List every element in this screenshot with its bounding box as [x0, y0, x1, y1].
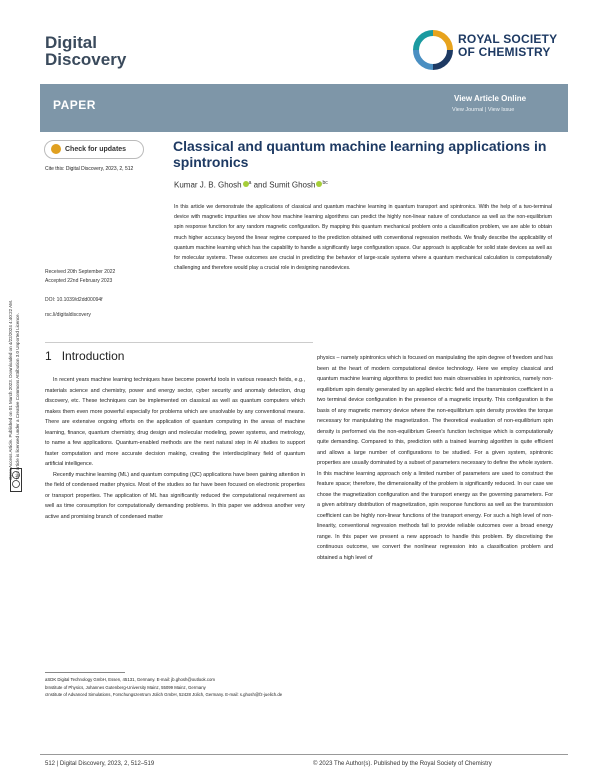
publisher-name: [458, 33, 557, 59]
citation: Cite this: Digital Discovery, 2023, 2, 512: [45, 166, 134, 172]
article-type: PAPER: [53, 98, 96, 112]
author-separator: and: [253, 180, 267, 190]
view-article-online-link[interactable]: View Article Online: [454, 94, 527, 103]
open-access-note: Open Access Article. Published on 01 March 2023. Downloaded on 4/22/2024 4:40:22 AM.: [8, 299, 13, 480]
body-paragraph: Recently machine learning (ML) and quantum computing (QC) applications have been gaining attention in the field of condensed matter physics. Most of the studies so far have been focused on electronic properties or transport properties. The application of ML has significantly reduced the computational requirement as well as time consumption for computationally demanding problems. In this paper we address another very active and promising branch of condensed matter: [45, 471, 306, 520]
view-journal-issue-links[interactable]: View Journal | View Issue: [452, 107, 515, 113]
journal-name-line1: Digital: [45, 33, 97, 52]
section-number: 1: [45, 349, 52, 363]
open-access-sidebar: [6, 150, 36, 480]
body-column-right: [317, 353, 553, 563]
author-name[interactable]: Sumit Ghosh: [269, 180, 316, 190]
body-paragraph: In recent years machine learning techniques have become powerful tools in various research fields, e.g., materials science and chemistry, power and energy sector, cyber security and anomaly detection, drug discovery, etc. These techniques can be implemented on classical as well as quantum computers which makes them even more powerful especially for problems which are unsolvable by any conventional means. There are extensive ongoing efforts on the application of quantum computing in the areas of machine learning, finance, quantum chemistry, drug design and molecular modeling, power systems, and metrology, to name a few applications. Quantum-enabled methods are the next natural step in AI studies to support faster computation and more accurate decision making, creating the interdisciplinary field of quantum artificial intelligence.: [45, 377, 305, 467]
body-paragraph: physics – namely spintronics which is focused on manipulating the spin degree of freedom and has been at the heart of modern computational device technology. Here we employ classical and quantum machine learning algorithms to predict two main observables in spintronics, namely non-equilibrium spin density generated by an applied electric field and the transmission coefficient in a two terminal device configuration in the presence of a magnetic impurity. This configuration is the basis of any magnetic memory device where the non-equilibrium spin density provides the torque necessary for manipulating the magnetization. The theoretical evaluation of non-equilibrium spin density is performed via the non-equilibrium Green's function technique which is computationally quite demanding. Compared to this, prediction with a trained learning algorithm is quite efficient and allows a large number of configurations to be studied. For a given system, spintronic properties are usually dominated by a subset of parameters necessary to define the whole system. In this machine learning approach only a limited number of parameters are used to construct the feature space; therefore, the dimensionality of the problem is significantly reduced. In our case we chose the magnetization configuration and the transport energy as the governing parameters. For a given arbitrary distribution of magnetization, spin response functions as well as the transmission coefficient can be highly non-linear functions of the transport energy. For such a high level of non-linearity, conventional regression methods fail to provide reliable outcomes over a broad energy range. In this paper we present a new approach to handle this problem. By discretising the continuous outcome, we convert the nonlinear regression into a classification problem and obtained a high level of: [317, 355, 553, 561]
publisher-line2: OF CHEMISTRY: [458, 45, 551, 59]
rsc-logo-icon: [413, 30, 453, 70]
section-title: Introduction: [61, 349, 125, 363]
licence-note[interactable]: This article is licensed under a Creative Commons Attribution 3.0 Unported Licence.: [15, 313, 20, 480]
affiliation-marker: a: [248, 180, 252, 186]
journal-site-link[interactable]: rsc.li/digitaldiscovery: [45, 312, 91, 318]
article-title: Classical and quantum machine learning applications in spintronics: [173, 138, 547, 170]
check-for-updates-label: Check for updates: [65, 146, 127, 153]
section-divider: [45, 342, 313, 343]
body-column-left: [45, 375, 305, 522]
affiliations: [45, 676, 300, 699]
received-date: Received 20th September 2022: [45, 269, 116, 275]
check-for-updates-button[interactable]: [44, 140, 144, 159]
doi-link[interactable]: DOI: 10.1039/d2dd00094f: [45, 297, 103, 303]
affiliation-note: cInstitute of Advanced Simulations, Forschungszentrum Jülich GmbH, 52428 Jülich, Germany. E-mail: s.ghosh@fz-juelich.de: [45, 692, 283, 697]
publisher-line1: ROYAL SOCIETY: [458, 32, 558, 46]
footer-page-info: 512 | Digital Discovery, 2023, 2, 512–519: [45, 761, 155, 767]
update-check-icon: [51, 144, 61, 154]
footer-copyright: © 2023 The Author(s). Published by the Royal Society of Chemistry: [313, 761, 492, 767]
cc-licence-icon: [10, 468, 22, 492]
footer-divider: [40, 754, 568, 755]
footnote-divider: [45, 672, 125, 673]
journal-name-line2: Discovery: [45, 50, 127, 69]
accepted-date: Accepted 22nd February 2023: [45, 278, 113, 284]
author-list: [174, 180, 328, 190]
journal-title: [45, 34, 126, 68]
affiliation-note: aSDK Digital Technology GmbH, Essen, 45131, Germany. E-mail: jb.ghosh@outlook.com: [45, 677, 215, 682]
affiliation-note: bInstitute of Physics, Johannes Gutenberg-University Mainz, 55099 Mainz, Germany: [45, 684, 206, 690]
affiliation-marker: bc: [322, 180, 328, 186]
section-heading: [45, 349, 124, 363]
article-dates: [45, 268, 115, 286]
abstract: In this article we demonstrate the applications of classical and quantum machine learning in quantum transport and spintronics. With the help of a two-terminal device with magnetic impurities we show how machine learning algorithms can predict the highly non-linear nature of conductance as well as the non-equilibrium spin response function for any random magnetic configuration. By mapping this quantum mechanical problem onto a classification problem, we are able to obtain much higher accuracy beyond the linear regime compared to the prediction obtained with conventional regression methods. We finally describe the applicability of quantum machine learning which has the capability to handle a significantly large configuration space. Our approach is applicable for solid state devices as well as for molecular systems. These outcomes are crucial in predicting the behavior of large-scale systems where a quantum mechanical calculation is computationally challenging and therefore would play a crucial role in designing nanodevices.: [174, 204, 552, 272]
author-name[interactable]: Kumar J. B. Ghosh: [174, 180, 242, 190]
